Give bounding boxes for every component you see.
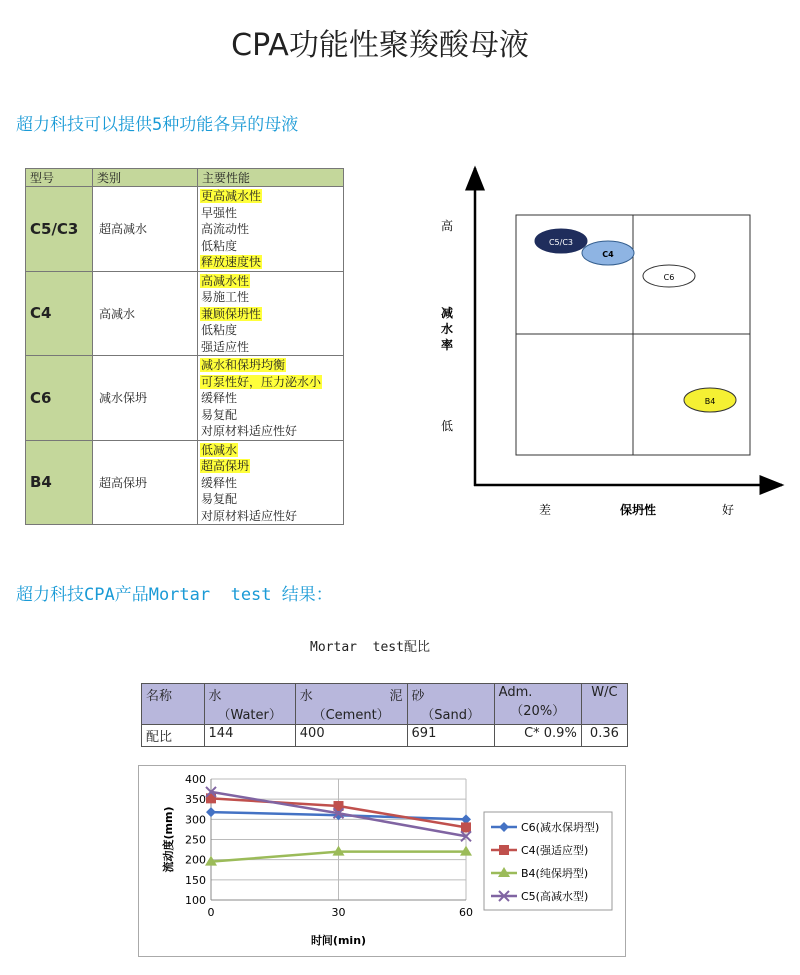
water-en: （Water） xyxy=(217,708,282,723)
section-heading-mortar: 超力科技CPA产品Mortar test 结果： xyxy=(16,585,333,605)
x-tick-label: 30 xyxy=(331,906,346,919)
y-tick-label: 150 xyxy=(185,873,206,887)
cement-en: （Cement） xyxy=(312,708,390,723)
name-header: 名称 xyxy=(142,684,205,725)
header-category: 类别 xyxy=(93,169,198,187)
property-text: 缓释性 xyxy=(201,391,238,405)
header-model: 型号 xyxy=(26,169,93,187)
property-text: 高减水性 xyxy=(201,273,250,288)
category-cell: 超高保坍 xyxy=(93,440,198,525)
legend-swatch-marker xyxy=(499,845,509,855)
adm-header xyxy=(494,684,581,725)
flow-chart xyxy=(138,765,626,957)
mix-table-title: Mortar test配比 xyxy=(310,640,430,655)
property-text: 低减水 xyxy=(201,442,238,457)
y-tick-label: 100 xyxy=(185,894,206,907)
category-cell: 超高减水 xyxy=(93,187,198,272)
y-tick-label: 400 xyxy=(185,773,206,786)
model-cell: B4 xyxy=(26,440,93,525)
property-text: 释放速度快 xyxy=(201,255,262,269)
property-text: 易复配 xyxy=(201,407,238,422)
category-cell: 高减水 xyxy=(93,271,198,356)
x-high-label: 好 xyxy=(721,503,735,517)
property-text: 超高保坍 xyxy=(201,459,250,473)
bubble-label: C4 xyxy=(602,250,614,259)
wc-value: 0.36 xyxy=(581,725,627,747)
legend-label: C6(减水保坍型) xyxy=(521,821,600,834)
y-high-label: 高 xyxy=(440,219,454,233)
x-tick-label: 60 xyxy=(459,906,473,919)
category-cell: 减水保坍 xyxy=(93,356,198,441)
adm-percent: （20%） xyxy=(510,704,566,719)
wc-header: W/C xyxy=(581,684,627,725)
cement-header xyxy=(295,684,407,725)
y-axis-title-char: 率 xyxy=(440,338,454,352)
property-text: 可泵性好，压力泌水小 xyxy=(201,374,322,389)
mix-table xyxy=(141,683,628,747)
property-text: 对原材料适应性好 xyxy=(201,424,298,438)
bubble-b4 xyxy=(684,388,736,412)
water-header xyxy=(204,684,295,725)
bubble-c6 xyxy=(643,265,695,287)
mix-table-values xyxy=(142,725,628,747)
y-axis-title-char: 减 xyxy=(440,306,454,320)
water-value: 144 xyxy=(204,725,295,747)
legend-label: C4(强适应型) xyxy=(521,844,589,857)
x-axis-title: 保坍性 xyxy=(619,503,657,517)
model-cell: C5/C3 xyxy=(26,187,93,272)
cement-value: 400 xyxy=(295,725,407,747)
adm-label: Adm. xyxy=(498,685,533,700)
y-axis-title: 流动度(mm) xyxy=(162,806,175,873)
product-row-c6 xyxy=(26,356,344,441)
model-cell: C6 xyxy=(26,356,93,441)
x-axis-title: 时间(min) xyxy=(310,934,367,947)
cement-zh-2: 泥 xyxy=(389,689,403,704)
adm-value: C* 0.9% xyxy=(494,725,581,747)
product-table-header xyxy=(26,169,344,187)
y-tick-label: 300 xyxy=(185,813,206,827)
legend-label: B4(纯保坍型) xyxy=(521,867,589,880)
bubble-c4 xyxy=(582,241,634,265)
y-tick-label: 350 xyxy=(185,793,206,807)
property-text: 高流动性 xyxy=(201,222,250,236)
section-heading-products: 超力科技可以提供5种功能各异的母液 xyxy=(16,115,299,135)
x-tick-label: 0 xyxy=(207,906,215,919)
quadrant-diagram xyxy=(420,160,790,525)
product-row-b4 xyxy=(26,440,344,525)
data-point xyxy=(206,807,216,817)
page-title: CPA功能性聚羧酸母液 xyxy=(231,28,529,63)
properties-cell xyxy=(198,440,344,525)
mix-table-header xyxy=(142,684,628,725)
property-text: 低粘度 xyxy=(201,323,238,337)
property-text: 缓释性 xyxy=(201,475,238,490)
sand-en: （Sand） xyxy=(421,708,480,723)
property-text: 易施工性 xyxy=(201,290,250,304)
bubble-label: C6 xyxy=(663,273,675,282)
properties-cell xyxy=(198,271,344,356)
bubble-c5c3 xyxy=(535,229,587,253)
data-point xyxy=(461,822,471,832)
product-row-c4 xyxy=(26,271,344,356)
sand-value: 691 xyxy=(407,725,494,747)
product-table xyxy=(25,168,344,525)
bubble-label: B4 xyxy=(704,397,716,406)
property-text: 对原材料适应性好 xyxy=(201,508,298,523)
property-text: 减水和保坍均衡 xyxy=(201,358,286,372)
property-text: 低粘度 xyxy=(201,238,238,253)
property-text: 更高减水性 xyxy=(201,189,262,203)
sand-zh: 砂 xyxy=(411,689,425,704)
property-text: 早强性 xyxy=(201,205,238,220)
property-text: 易复配 xyxy=(201,492,238,506)
y-axis-title-char: 水 xyxy=(440,322,454,336)
sand-header xyxy=(407,684,494,725)
y-tick-label: 200 xyxy=(185,853,206,867)
row-label: 配比 xyxy=(142,725,205,747)
model-cell: C4 xyxy=(26,271,93,356)
properties-cell xyxy=(198,356,344,441)
legend-label: C5(高减水型) xyxy=(521,890,589,903)
cement-zh-1: 水 xyxy=(299,689,313,704)
y-tick-label: 250 xyxy=(185,833,206,847)
property-text: 强适应性 xyxy=(201,339,250,354)
bubble-label: C5/C3 xyxy=(548,238,574,247)
property-text: 兼顾保坍性 xyxy=(201,306,262,321)
product-row-c5c3 xyxy=(26,187,344,272)
water-zh: 水 xyxy=(208,689,222,704)
y-low-label: 低 xyxy=(440,419,454,433)
properties-cell xyxy=(198,187,344,272)
x-low-label: 差 xyxy=(538,503,552,517)
header-properties: 主要性能 xyxy=(198,169,344,187)
